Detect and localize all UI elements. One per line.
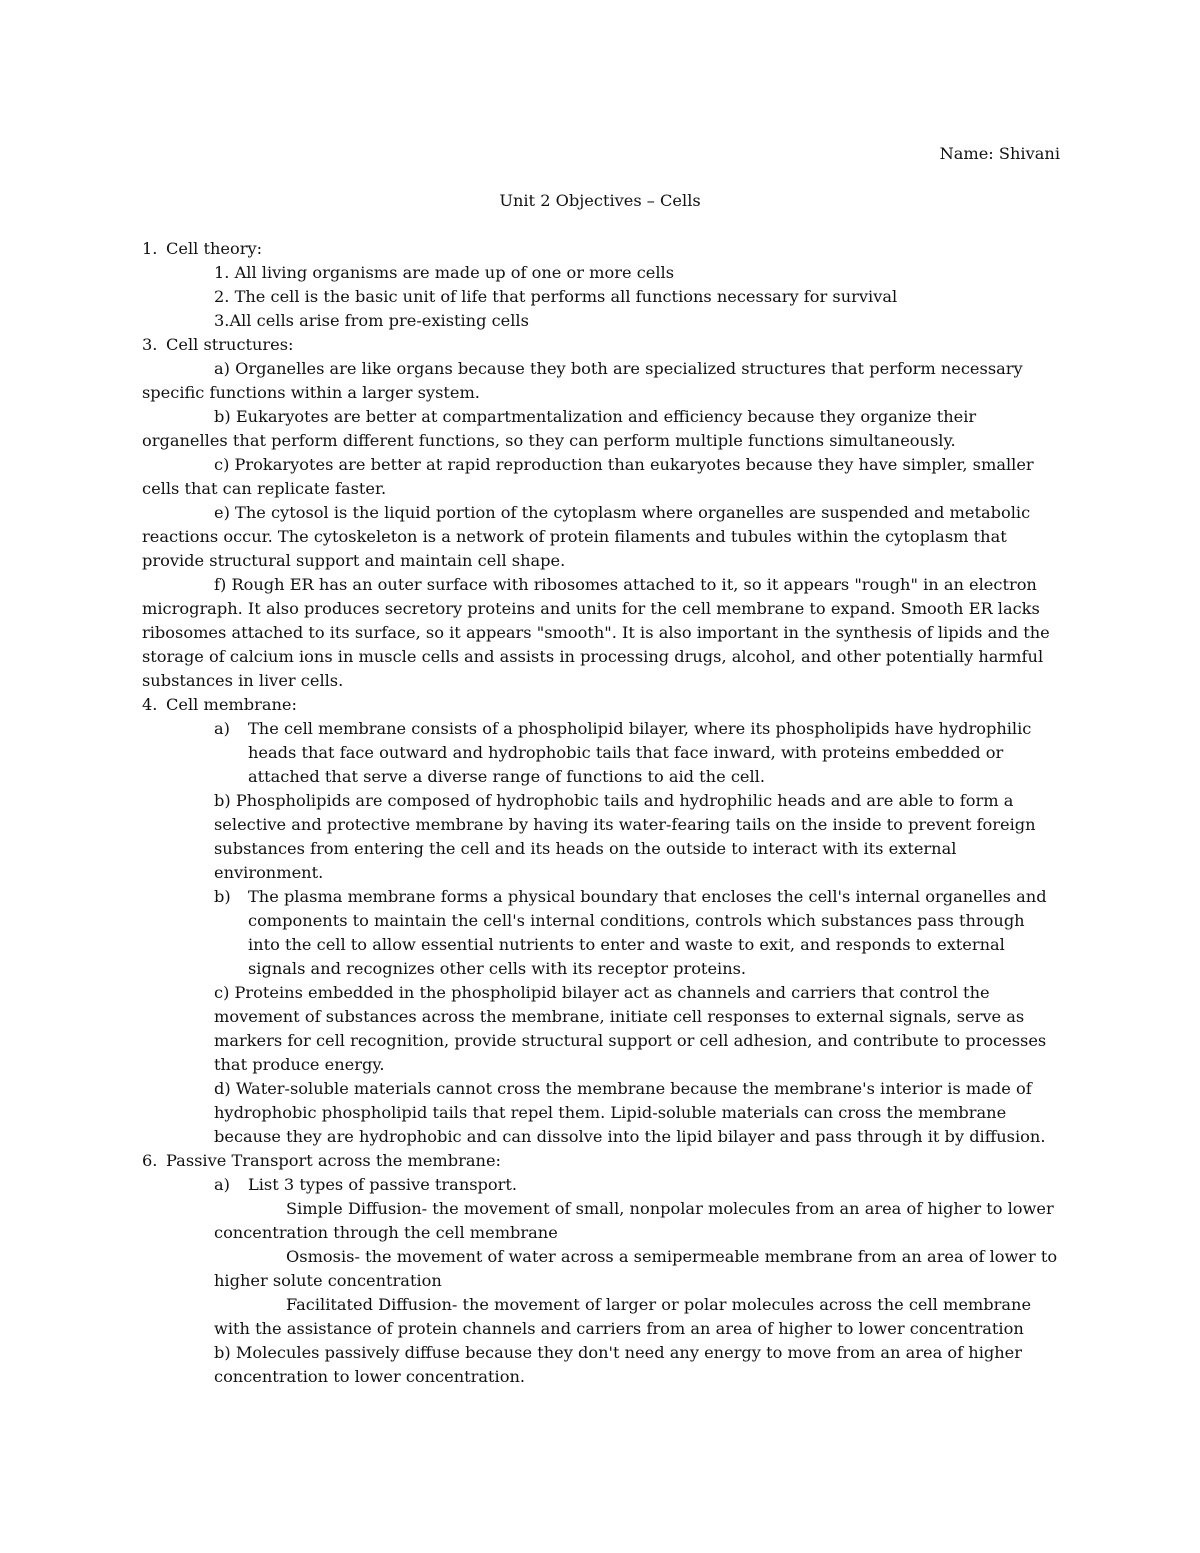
document-body bbox=[142, 237, 1060, 1389]
item-label: a) bbox=[214, 719, 230, 738]
passive-transport-answer-b: b) Molecules passively diffuse because they don't need any energy to move from an area of higher concentration to lower concentration. bbox=[214, 1343, 1022, 1386]
item-text: The plasma membrane forms a physical boundary that encloses the cell's internal organelles and components to maintain the cell's internal conditions, controls which substances pass through into the cell to allow essential nutrients to enter and waste to exit, and responds to external signals and recognizes other cells with its receptor proteins. bbox=[248, 887, 1047, 978]
cell-theory-item-2: 2. The cell is the basic unit of life that performs all functions necessary for survival bbox=[214, 287, 898, 306]
section-number: 1. bbox=[142, 239, 158, 258]
item-label: a) bbox=[214, 1175, 230, 1194]
section-heading: Cell theory: bbox=[166, 239, 263, 258]
section-heading: Passive Transport across the membrane: bbox=[166, 1151, 501, 1170]
section-cell-theory-heading bbox=[142, 237, 1060, 261]
passive-transport-type-facilitated-diffusion: Facilitated Diffusion- the movement of larger or polar molecules across the cell membrane with the assistance of protein channels and carriers from an area of higher to lower concentration bbox=[214, 1295, 1032, 1338]
item-text: The cell membrane consists of a phospholipid bilayer, where its phospholipids have hydrophilic heads that face outward and hydrophobic tails that face inward, with proteins embedded or attached that serve a diverse range of functions to aid the cell. bbox=[248, 719, 1032, 786]
cell-theory-item-3: 3.All cells arise from pre-existing cells bbox=[214, 311, 529, 330]
cell-theory-item-1: 1. All living organisms are made up of one or more cells bbox=[214, 263, 675, 282]
passive-transport-question-a bbox=[142, 1173, 1060, 1197]
section-heading: Cell membrane: bbox=[166, 695, 297, 714]
section-number: 4. bbox=[142, 695, 158, 714]
cell-structures-answer-b: b) Eukaryotes are better at compartmentalization and efficiency because they organize their organelles that perform different functions, so they can perform multiple functions simultaneously. bbox=[142, 407, 977, 450]
document-title: Unit 2 Objectives – Cells bbox=[499, 191, 701, 210]
cell-structures-answer-a: a) Organelles are like organs because they both are specialized structures that perform necessary specific functions within a larger system. bbox=[142, 359, 1023, 402]
cell-membrane-answer-c: c) Proteins embedded in the phospholipid bilayer act as channels and carriers that control the movement of substances across the membrane, initiate cell responses to external signals, serve as markers for cell recognition, provide structural support or cell adhesion, and contribute to processes that produce energy. bbox=[214, 983, 1047, 1074]
cell-membrane-answer-a bbox=[142, 717, 1060, 789]
section-heading: Cell structures: bbox=[166, 335, 294, 354]
section-number: 6. bbox=[142, 1151, 158, 1170]
section-cell-membrane-heading bbox=[142, 693, 1060, 717]
student-name: Name: Shivani bbox=[939, 144, 1060, 163]
passive-transport-type-osmosis: Osmosis- the movement of water across a semipermeable membrane from an area of lower to higher solute concentration bbox=[214, 1247, 1058, 1290]
item-text: List 3 types of passive transport. bbox=[248, 1175, 518, 1194]
item-label: b) bbox=[214, 887, 231, 906]
passive-transport-type-simple-diffusion: Simple Diffusion- the movement of small, nonpolar molecules from an area of higher to lower concentration through the cell membrane bbox=[214, 1199, 1054, 1242]
cell-structures-answer-f: f) Rough ER has an outer surface with ribosomes attached to it, so it appears "rough" in an electron micrograph. It also produces secretory proteins and units for the cell membrane to expand. Smooth ER lacks ribosomes attached to its surface, so it appears "smooth". It is also important in the synthesis of lipids and the storage of calcium ions in muscle cells and assists in processing drugs, alcohol, and other potentially harmful substances in liver cells. bbox=[142, 575, 1050, 690]
cell-membrane-answer-b-phospholipids: b) Phospholipids are composed of hydrophobic tails and hydrophilic heads and are able to form a selective and protective membrane by having its water-fearing tails on the inside to prevent foreign substances from entering the cell and its heads on the outside to interact with its external environment. bbox=[214, 791, 1036, 882]
section-cell-structures-heading bbox=[142, 333, 1060, 357]
cell-structures-answer-e: e) The cytosol is the liquid portion of the cytoplasm where organelles are suspended and metabolic reactions occur. The cytoskeleton is a network of protein filaments and tubules within the cytoplasm that provide structural support and maintain cell shape. bbox=[142, 503, 1031, 570]
cell-structures-answer-c: c) Prokaryotes are better at rapid reproduction than eukaryotes because they have simpler, smaller cells that can replicate faster. bbox=[142, 455, 1034, 498]
section-number: 3. bbox=[142, 335, 158, 354]
cell-membrane-answer-b-plasma-membrane bbox=[142, 885, 1060, 981]
section-passive-transport-heading bbox=[142, 1149, 1060, 1173]
cell-membrane-answer-d: d) Water-soluble materials cannot cross the membrane because the membrane's interior is made of hydrophobic phospholipid tails that repel them. Lipid-soluble materials can cross the membrane because they are hydrophobic and can dissolve into the lipid bilayer and pass through it by diffusion. bbox=[214, 1079, 1046, 1146]
